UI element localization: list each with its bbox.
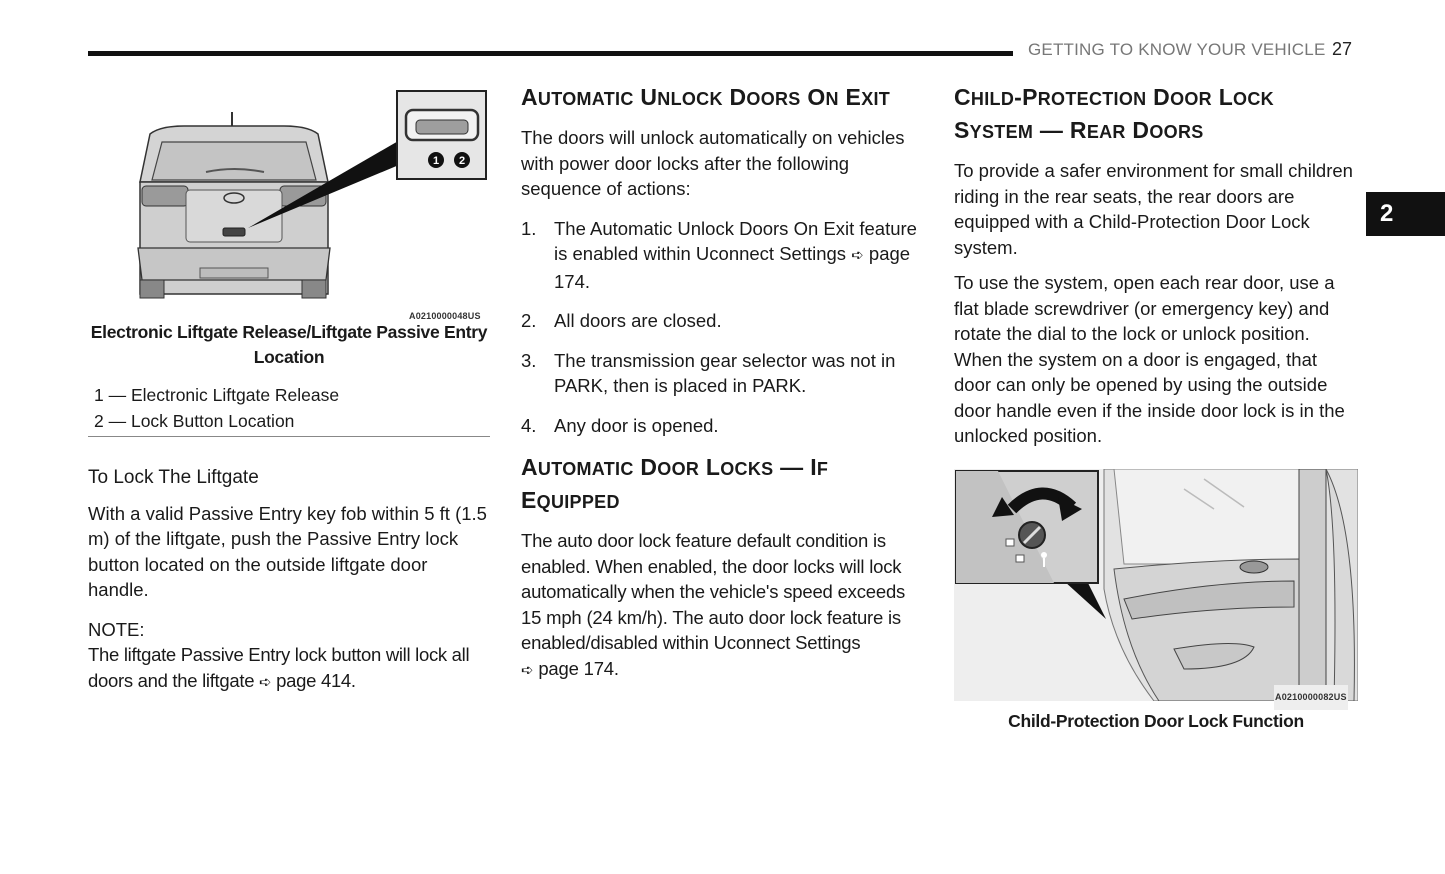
legend-item: 1 — Electronic Liftgate Release xyxy=(94,385,340,405)
paragraph: With a valid Passive Entry key fob within 5 ft (1.5 m) of the liftgate, push the Passive Entry lock button located on the outside liftgate door handle. xyxy=(88,502,487,600)
paragraph: To use the system, open each rear door, use a flat blade screwdriver (or emergency key) and rotate the dial to the lock or unlock position. When the system on a door is engaged, that door can only be opened by using the outside door handle even if the inside door lock is in the unlocked position. xyxy=(954,272,1345,446)
list-number: 4. xyxy=(521,414,537,436)
heading-smallcaps: UTOMATIC xyxy=(537,459,634,479)
paragraph xyxy=(521,528,923,683)
chapter-tab: 2 xyxy=(1366,192,1445,236)
page-reference-link[interactable]: page 174. xyxy=(538,657,619,679)
list-item xyxy=(521,308,923,334)
list-number: 1. xyxy=(521,217,537,239)
steps-list xyxy=(521,216,923,439)
heading-smallcaps: F xyxy=(816,459,829,479)
paragraph: The doors will unlock automatically on vehicles with power door locks after the following sequence of actions: xyxy=(521,127,905,199)
list-text xyxy=(554,216,923,295)
subheading-lock-liftgate: To Lock The Liftgate xyxy=(88,467,259,488)
callout-2-label: 2 xyxy=(458,155,466,167)
heading-smallcaps: XIT xyxy=(861,89,891,109)
header-rule xyxy=(88,51,1013,56)
heading-letter: D xyxy=(729,84,747,110)
heading-smallcaps: N xyxy=(825,89,839,109)
figure-caption: Child-Protection Door Lock Function xyxy=(1008,710,1304,731)
child-lock-illustration xyxy=(954,469,1358,701)
note-label: NOTE: xyxy=(88,618,145,640)
heading-dash: — xyxy=(780,454,804,480)
heading-smallcaps: OCKS xyxy=(720,459,774,479)
page-reference-link[interactable]: page 414. xyxy=(276,669,356,691)
caption-line: Location xyxy=(253,347,325,367)
column-right xyxy=(954,82,1358,734)
heading-letter: O xyxy=(807,84,826,110)
page-reference-arrow-icon: ➪ xyxy=(521,661,534,679)
figure-legend xyxy=(88,382,490,437)
heading-letter: D xyxy=(1153,84,1171,110)
heading-letter: P xyxy=(1022,84,1038,110)
heading-smallcaps: YSTEM xyxy=(969,122,1034,142)
heading-letter: L xyxy=(1218,84,1234,110)
heading-smallcaps: NLOCK xyxy=(657,89,723,109)
art-code: A0210000048US xyxy=(409,311,481,321)
page-number: 27 xyxy=(1332,39,1353,59)
paragraph: To provide a safer environment for small children riding in the rear seats, the rear doors are equipped with a Child-Protection Door Lock system. xyxy=(954,160,1353,258)
art-code: A0210000082US xyxy=(1274,685,1348,711)
heading-smallcaps: OORS xyxy=(746,89,801,109)
heading-smallcaps: OCK xyxy=(1233,89,1274,109)
heading-letter: C xyxy=(954,84,971,110)
note-body: The liftgate Passive Entry lock button will lock all doors and the liftgate xyxy=(88,644,470,691)
heading-smallcaps: OOR xyxy=(657,459,700,479)
heading-letter: R xyxy=(1069,117,1087,143)
heading-smallcaps: OOR xyxy=(1170,89,1212,109)
note-text xyxy=(88,642,490,695)
caption-line: Electronic Liftgate Release/Liftgate Passive Entry xyxy=(90,322,488,342)
heading-smallcaps: HILD xyxy=(970,89,1015,109)
heading-letter: U xyxy=(640,84,658,110)
column-middle xyxy=(521,82,923,693)
callout-1-label: 1 xyxy=(432,155,440,167)
liftgate-figure xyxy=(88,82,490,320)
heading-hyphen: - xyxy=(1014,84,1023,110)
list-item xyxy=(521,413,923,439)
heading-smallcaps: UTOMATIC xyxy=(537,89,634,109)
heading-letter: E xyxy=(521,487,537,513)
liftgate-illustration xyxy=(88,82,490,320)
heading-smallcaps: EAR xyxy=(1086,122,1126,142)
heading-letter: E xyxy=(845,84,862,110)
list-item xyxy=(521,216,923,295)
child-lock-figure xyxy=(954,469,1358,701)
heading-automatic-door-locks xyxy=(521,452,923,518)
heading-letter: L xyxy=(705,454,721,480)
heading-letter: A xyxy=(521,454,538,480)
heading-letter: A xyxy=(521,84,538,110)
heading-smallcaps: OORS xyxy=(1149,122,1204,142)
list-text: All doors are closed. xyxy=(554,310,722,331)
list-number: 3. xyxy=(521,349,537,371)
heading-smallcaps: ROTECTION xyxy=(1037,89,1147,109)
column-left xyxy=(88,82,490,695)
page-reference-link[interactable]: page 174. xyxy=(554,243,911,292)
running-header: GETTING TO KNOW YOUR VEHICLE xyxy=(1028,40,1326,59)
list-text: Any door is opened. xyxy=(554,414,719,436)
heading-letter: S xyxy=(954,117,970,143)
heading-smallcaps: QUIPPED xyxy=(536,492,620,512)
heading-child-protection xyxy=(954,82,1358,148)
paragraph-body: The auto door lock feature default condition is enabled. When enabled, the door locks will lock automatically when the vehicle's speed exceeds 15 mph (24 km/h). The auto door lock feature is enabled/disabled within Uconnect Settings xyxy=(521,530,906,653)
heading-letter: D xyxy=(1132,117,1150,143)
heading-dash: — xyxy=(1039,117,1064,143)
legend-item: 2 — Lock Button Location xyxy=(94,411,295,431)
heading-automatic-unlock xyxy=(521,82,923,115)
list-item xyxy=(521,348,923,399)
page-reference-arrow-icon: ➪ xyxy=(259,673,272,691)
page-reference-arrow-icon: ➪ xyxy=(851,247,864,264)
heading-letter: D xyxy=(640,454,658,480)
list-text: The transmission gear selector was not in PARK, then is placed in PARK. xyxy=(554,349,896,396)
step-text: The Automatic Unlock Doors On Exit feature is enabled within Uconnect Settings xyxy=(554,217,917,264)
list-number: 2. xyxy=(521,310,537,331)
heading-letter: I xyxy=(810,454,817,480)
